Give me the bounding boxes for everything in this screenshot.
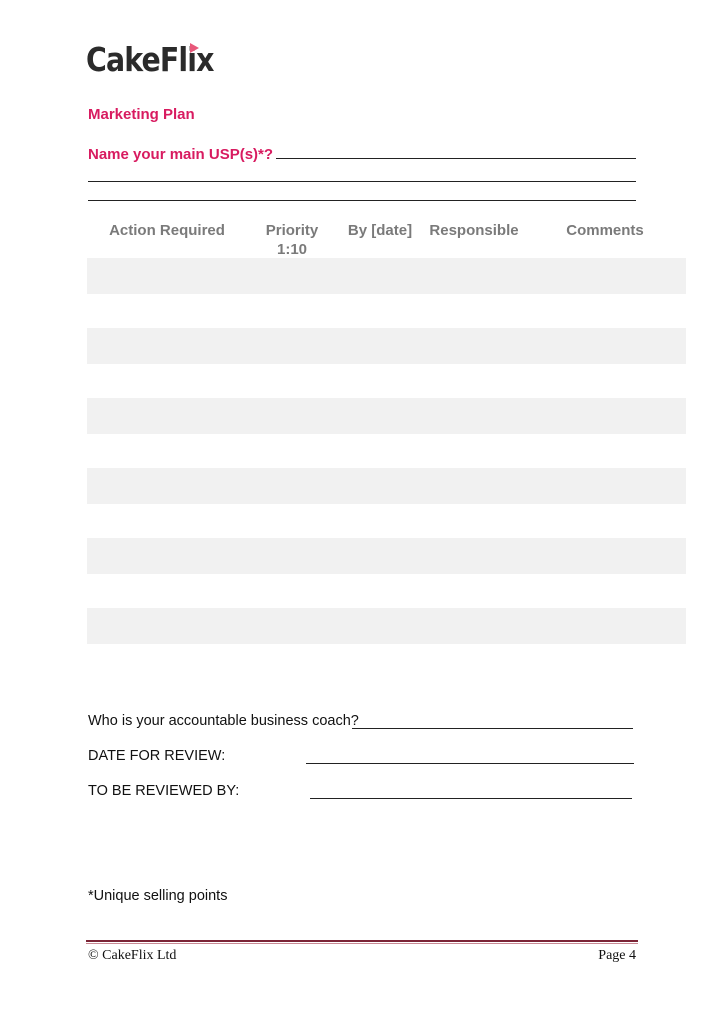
column-header-by-date: By [date] — [347, 222, 413, 239]
footer-divider-accent — [86, 943, 638, 944]
usp-answer-blank-3[interactable] — [88, 200, 636, 201]
usp-answer-blank-2[interactable] — [88, 181, 636, 182]
coach-label: Who is your accountable business coach? — [88, 713, 359, 729]
table-row[interactable] — [87, 328, 686, 364]
cakeflix-logo: CakeFlix — [86, 40, 214, 79]
reviewed-by-question — [88, 783, 239, 799]
column-header-action-required: Action Required — [109, 222, 225, 239]
page-title: Marketing Plan — [88, 106, 195, 123]
review-date-blank[interactable] — [306, 763, 634, 764]
table-row[interactable] — [87, 538, 686, 574]
reviewed-by-label: TO BE REVIEWED BY: — [88, 783, 240, 799]
footer-copyright: © CakeFlix Ltd — [88, 948, 177, 963]
table-row[interactable] — [87, 468, 686, 504]
coach-answer-blank[interactable] — [352, 728, 633, 729]
table-row[interactable] — [87, 398, 686, 434]
column-header-priority: Priority 1:10 — [265, 222, 319, 258]
table-row[interactable] — [87, 258, 686, 294]
page-number: Page 4 — [598, 948, 636, 963]
column-header-comments: Comments — [566, 222, 644, 239]
review-date-question — [88, 748, 225, 764]
usp-label: Name your main USP(s)*? — [88, 146, 274, 163]
usp-answer-blank-1[interactable] — [276, 144, 636, 159]
review-date-label: DATE FOR REVIEW: — [88, 748, 226, 764]
column-header-responsible: Responsible — [429, 222, 519, 239]
usp-question — [88, 144, 636, 163]
table-row[interactable] — [87, 608, 686, 644]
footer-divider — [86, 940, 638, 942]
play-flag-icon — [190, 43, 199, 53]
coach-question — [88, 713, 359, 729]
footnote: *Unique selling points — [88, 888, 228, 904]
reviewed-by-blank[interactable] — [310, 798, 632, 799]
